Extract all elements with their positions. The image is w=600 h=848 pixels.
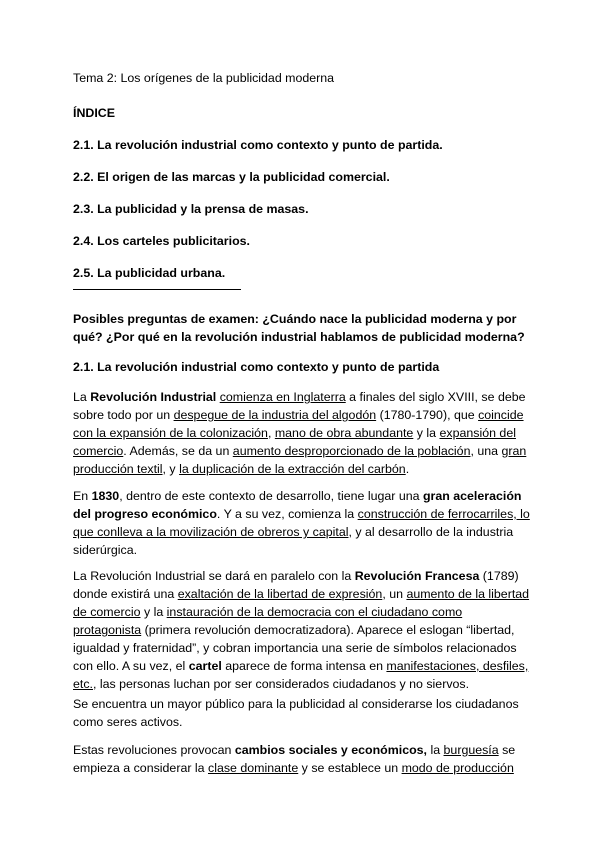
underlined-run: aumento de la libertad de comercio (73, 587, 530, 619)
underlined-run: modo de producción (401, 761, 514, 775)
underlined-run: la duplicación de la extracción del carbón (179, 462, 406, 476)
text-run: la (427, 743, 444, 757)
text-run: , dentro de este contexto de desarrollo, tiene lugar una (119, 489, 423, 503)
text-run: y se establece un (298, 761, 402, 775)
underlined-run: instauración de la democracia con el ciudadano como protagonista (73, 605, 463, 637)
text-run: Estas revoluciones provocan (73, 743, 235, 757)
paragraph-4: Se encuentra un mayor público para la publicidad al considerarse los ciudadanos como seres activos. (73, 697, 519, 729)
underlined-run: exaltación de la libertad de expresión (177, 587, 383, 601)
underlined-run: construcción de ferrocarriles, lo que conlleva a la movilización de obreros y capital (73, 507, 530, 539)
underlined-run: despegue de la industria del algodón (173, 408, 377, 422)
paragraph-1 (73, 388, 533, 478)
text-run: . (405, 462, 410, 476)
text-run: y la (413, 426, 440, 440)
exam-questions: Posibles preguntas de examen: ¿Cuándo nace la publicidad moderna y por qué? ¿Por qué en la revolución industrial hablamos de publicidad moderna? (73, 312, 525, 344)
text-run: (1780-1790), que (376, 408, 479, 422)
underlined-run: manifestaciones, desfiles, etc. (73, 659, 529, 691)
index-item-3: 2.3. La publicidad y la prensa de masas. (73, 202, 309, 216)
paragraph-3 (73, 567, 533, 693)
text-run: a finales del siglo XVIII, se debe sobre todo por un (73, 390, 526, 422)
bold-run: Revolución Francesa (354, 569, 480, 583)
text-run: , una (470, 444, 502, 458)
underlined-run: burguesía (443, 743, 499, 757)
text-run: , las personas luchan por ser considerados ciudadanos y no siervos. (92, 677, 470, 691)
bold-run: cambios sociales y económicos, (234, 743, 427, 757)
paragraph-5 (73, 741, 533, 777)
underlined-run: aumento desproporcionado de la población (232, 444, 471, 458)
text-run: , y al desarrollo de la industria siderúrgica. (73, 525, 514, 557)
text-run: La (73, 390, 91, 404)
underlined-run: expansión del comercio (73, 426, 516, 458)
bold-run: gran aceleración del progreso económico (73, 489, 522, 521)
bold-run: 1830 (91, 489, 120, 503)
text-run: y la (140, 605, 167, 619)
text-run: . Y a su vez, comienza la (216, 507, 358, 521)
underlined-run: gran producción textil (73, 444, 527, 476)
underlined-run: clase dominante (208, 761, 299, 775)
text-run: En (73, 489, 92, 503)
document-title: Tema 2: Los orígenes de la publicidad moderna (73, 71, 335, 85)
text-run: , y (162, 462, 180, 476)
text-run: , (267, 426, 275, 440)
index-item-4: 2.4. Los carteles publicitarios. (73, 234, 250, 248)
text-run: se empieza a considerar la (73, 743, 516, 775)
bold-run: Revolución Industrial (90, 390, 217, 404)
paragraph-2 (73, 487, 533, 559)
text-run: . Además, se da un (123, 444, 233, 458)
index-item-2: 2.2. El origen de las marcas y la publicidad comercial. (73, 170, 390, 184)
index-heading: ÍNDICE (73, 106, 115, 120)
text-run: aparece de forma intensa en (221, 659, 387, 673)
text-run: (1789) donde existirá una (73, 569, 519, 601)
index-item-1: 2.1. La revolución industrial como contexto y punto de partida. (73, 138, 443, 152)
bold-run: cartel (188, 659, 222, 673)
section-heading: 2.1. La revolución industrial como contexto y punto de partida (73, 360, 440, 374)
index-item-5: 2.5. La publicidad urbana. (73, 266, 226, 280)
underlined-run: mano de obra abundante (274, 426, 414, 440)
text-run: La Revolución Industrial se dará en paralelo con la (73, 569, 355, 583)
text-run: (primera revolución democratizadora). Aparece el eslogan “libertad, igualdad y fraternidad”, y cobran importancia una serie de símbolos relacionados con ello. A su vez, el (73, 623, 517, 673)
underlined-run: comienza en Inglaterra (219, 390, 346, 404)
underlined-run: coincide con la expansión de la colonización (73, 408, 524, 440)
text-run: , un (382, 587, 407, 601)
index-divider (73, 289, 241, 290)
